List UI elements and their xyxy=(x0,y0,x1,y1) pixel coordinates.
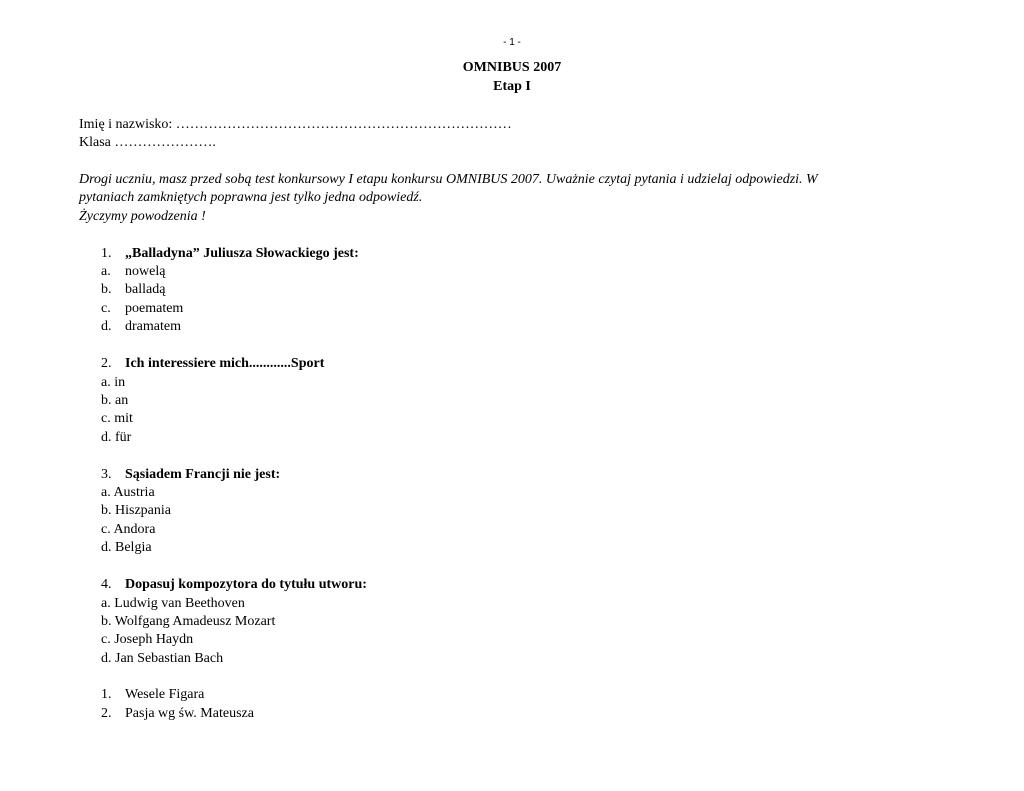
option-1a xyxy=(101,263,165,281)
option-text: nowelą xyxy=(125,264,166,279)
option-letter: b. xyxy=(101,282,112,297)
option-2d: d. für xyxy=(101,430,132,445)
question-2 xyxy=(101,355,324,373)
option-4b: b. Wolfgang Amadeusz Mozart xyxy=(101,614,276,629)
page-number: - 1 - xyxy=(503,37,521,48)
option-2c: c. mit xyxy=(101,411,133,426)
option-1c xyxy=(101,300,183,318)
option-text: balladą xyxy=(125,282,166,297)
document-title: OMNIBUS 2007 xyxy=(462,60,562,75)
option-3b: b. Hiszpania xyxy=(101,503,171,518)
question-text: Sąsiadem Francji nie jest: xyxy=(125,467,281,482)
question-4 xyxy=(101,576,367,594)
work-2 xyxy=(101,705,254,723)
question-number: 1. xyxy=(101,246,112,261)
option-2a: a. in xyxy=(101,375,126,390)
question-number: 3. xyxy=(101,467,112,482)
option-4d: d. Jan Sebastian Bach xyxy=(101,651,224,666)
question-number: 4. xyxy=(101,577,112,592)
question-text: Dopasuj kompozytora do tytułu utworu: xyxy=(125,577,367,592)
option-3a: a. Austria xyxy=(101,485,155,500)
name-field-label: Imię i nazwisko: ……………………………………………………………… xyxy=(79,117,512,132)
option-text: dramatem xyxy=(125,319,181,334)
question-text: Ich interessiere mich............Sport xyxy=(125,356,325,371)
class-field-label: Klasa …………………. xyxy=(79,135,216,150)
option-3d: d. Belgia xyxy=(101,540,152,555)
option-letter: d. xyxy=(101,319,112,334)
option-4a: a. Ludwig van Beethoven xyxy=(101,596,245,611)
intro-line-2: pytaniach zamkniętych poprawna jest tylko jedna odpowiedź. xyxy=(79,190,423,205)
document-subtitle: Etap I xyxy=(493,79,531,94)
work-1 xyxy=(101,686,204,704)
question-text: „Balladyna” Juliusza Słowackiego jest: xyxy=(125,246,359,261)
question-number: 2. xyxy=(101,356,112,371)
option-4c: c. Joseph Haydn xyxy=(101,632,194,647)
intro-line-3: Życzymy powodzenia ! xyxy=(79,209,206,224)
work-number: 2. xyxy=(101,706,112,721)
question-1 xyxy=(101,245,359,263)
option-text: poematem xyxy=(125,301,184,316)
intro-line-1: Drogi uczniu, masz przed sobą test konkursowy I etapu konkursu OMNIBUS 2007. Uważnie czytaj pytania i udzielaj odpowiedzi. W xyxy=(79,172,818,187)
option-1b xyxy=(101,281,165,299)
option-3c: c. Andora xyxy=(101,522,156,537)
option-letter: a. xyxy=(101,264,111,279)
option-2b: b. an xyxy=(101,393,129,408)
question-3 xyxy=(101,466,280,484)
work-number: 1. xyxy=(101,687,112,702)
option-1d xyxy=(101,318,181,336)
work-title: Wesele Figara xyxy=(125,687,205,702)
option-letter: c. xyxy=(101,301,111,316)
work-title: Pasja wg św. Mateusza xyxy=(125,706,254,721)
